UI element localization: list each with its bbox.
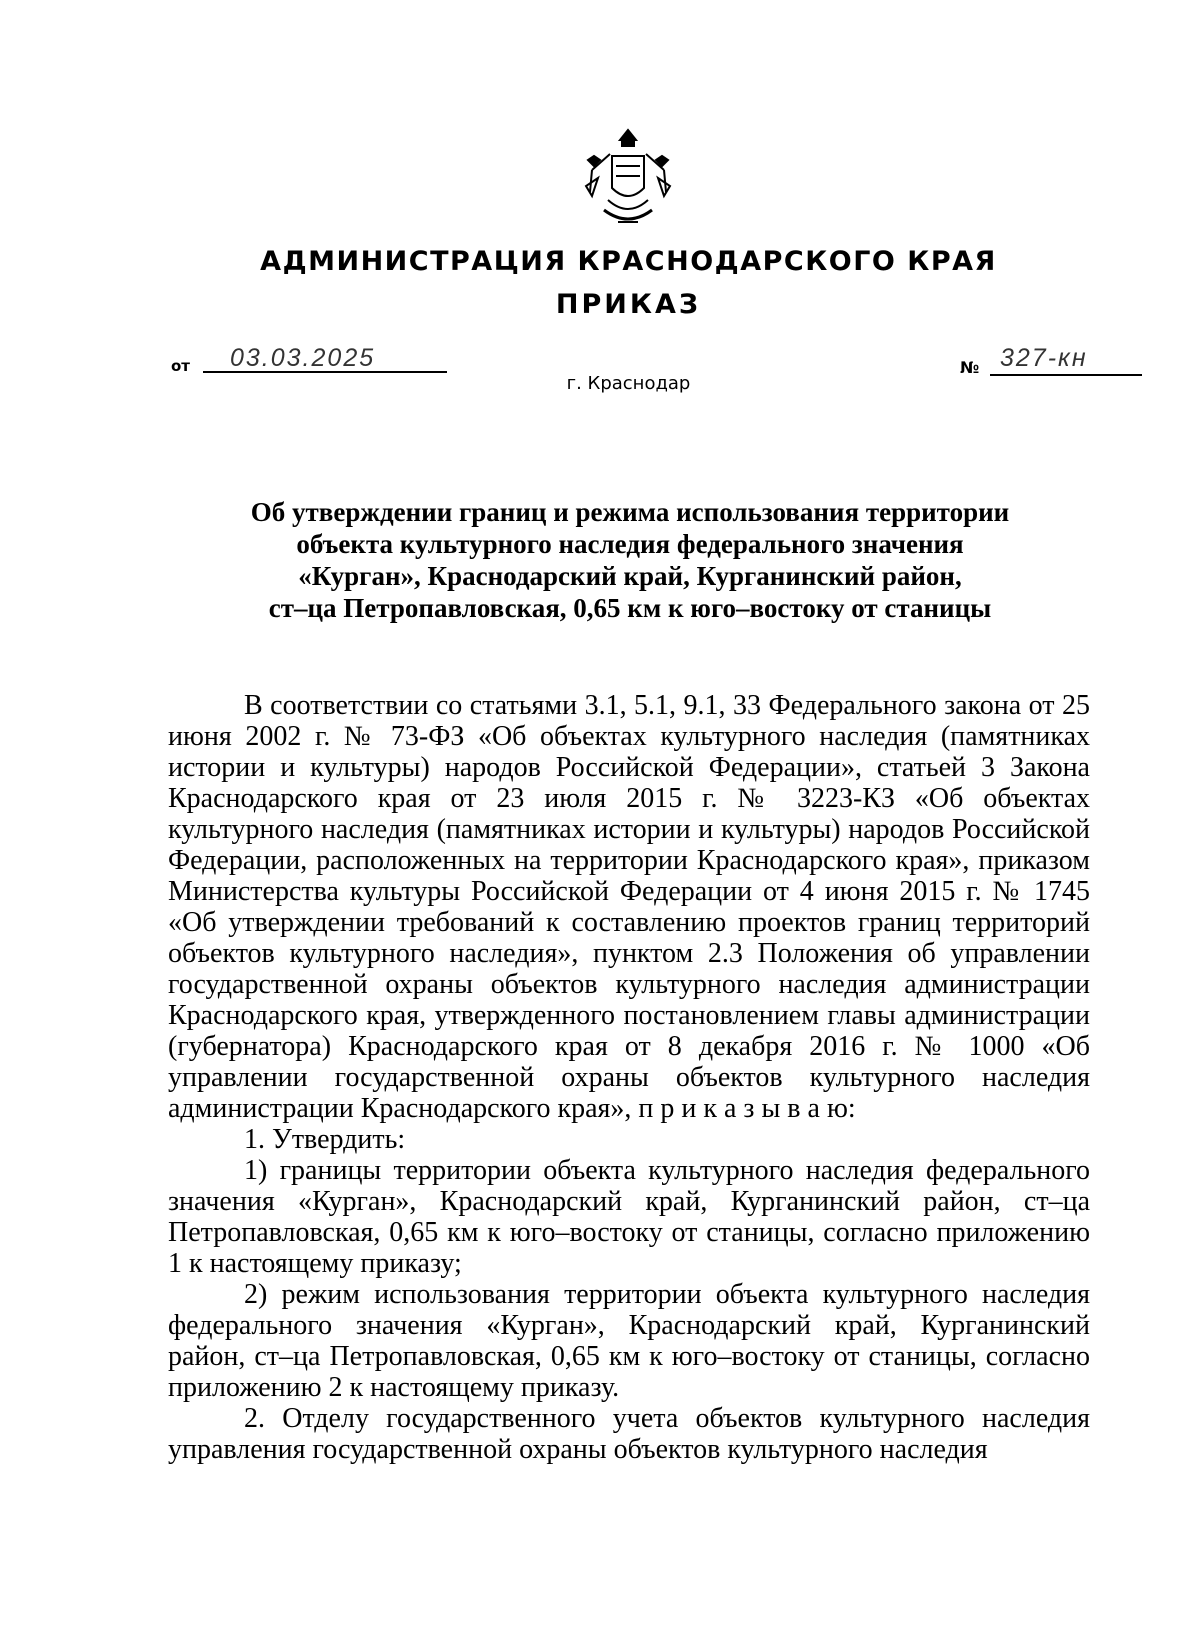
subject-line: Об утверждении границ и режима использования территории xyxy=(250,497,1010,527)
organization-title: АДМИНИСТРАЦИЯ КРАСНОДАРСКОГО КРАЯ xyxy=(260,246,997,277)
document-type-title: ПРИКАЗ xyxy=(555,289,702,320)
date-value-handwritten: 03.03.2025 xyxy=(230,344,376,372)
subject-line: «Курган», Краснодарский край, Курганинский район, xyxy=(298,561,962,591)
subject-line: ст–ца Петропавловская, 0,65 км к юго–востоку от станицы xyxy=(268,593,992,623)
item-1-2-paragraph: 2) режим использования территории объекта культурного наследия федерального значения «Курган», Краснодарский край, Курганинский район, ст–ца Петропавловская, 0,65 км к юго–востоку от станицы, согласно приложению 2 к настоящему приказу. xyxy=(168,1279,1090,1403)
document-body xyxy=(168,690,1090,1465)
item-1-title: 1. Утвердить: xyxy=(244,1124,406,1155)
subject-line: объекта культурного наследия федерального значения xyxy=(296,529,964,559)
item-2-paragraph: 2. Отделу государственного учета объектов культурного наследия управления государственной охраны объектов культурного наследия xyxy=(168,1403,1090,1465)
coat-of-arms-icon xyxy=(584,126,672,236)
number-underline xyxy=(990,374,1142,376)
city: г. Краснодар xyxy=(566,373,691,394)
item-1-1-paragraph: 1) границы территории объекта культурного наследия федерального значения «Курган», Краснодарский край, Курганинский район, ст–ца Петропавловская, 0,65 км к юго–востоку от станицы, согласно приложению 1 к настоящему приказу; xyxy=(168,1155,1090,1279)
number-value-handwritten: 327-кн xyxy=(1000,344,1088,372)
date-label: от xyxy=(171,357,190,375)
document-subject xyxy=(170,496,1090,624)
preamble-paragraph: В соответствии со статьями 3.1, 5.1, 9.1, 33 Федерального закона от 25 июня 2002 г. № 73-ФЗ «Об объектах культурного наследия (памятниках истории и культуры) народов Российской Федерации», статьей 3 Закона Краснодарского края от 23 июля 2015 г. № 3223-КЗ «Об объектах культурного наследия (памятниках истории и культуры) народов Российской Федерации, расположенных на территории Краснодарского края», приказом Министерства культуры Российской Федерации от 4 июня 2015 г. № 1745 «Об утверждении требований к составлению проектов границ территорий объектов культурного наследия», пунктом 2.3 Положения об управлении государственной охраны объектов культурного наследия администрации Краснодарского края, утвержденного постановлением главы администрации (губернатора) Краснодарского края от 8 декабря 2016 г. № 1000 «Об управлении государственной охраны объектов культурного наследия администрации Краснодарского края», п р и к а з ы в а ю: xyxy=(168,690,1090,1124)
number-label: № xyxy=(960,358,980,377)
